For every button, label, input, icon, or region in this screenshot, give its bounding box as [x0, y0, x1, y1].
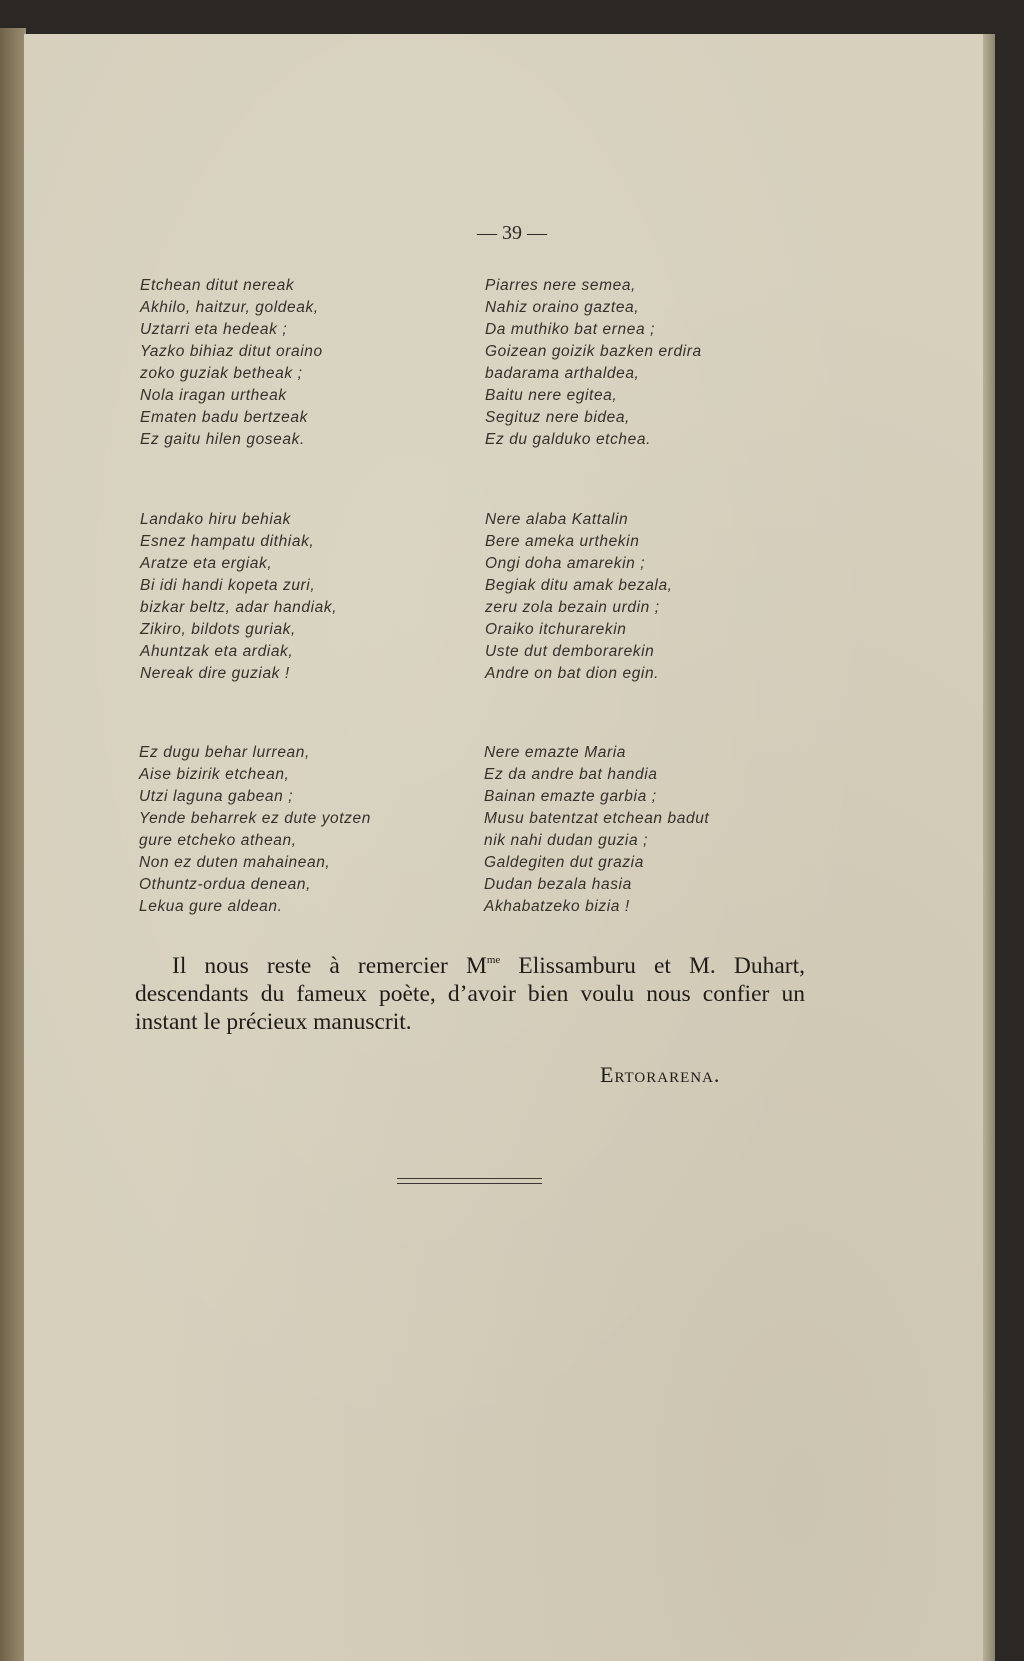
verse-line: Yazko bihiaz ditut oraino	[140, 343, 323, 360]
verse-line: Begiak ditu amak bezala,	[485, 577, 673, 594]
verse-line: Etchean ditut nereak	[140, 277, 295, 294]
verse-line: Ahuntzak eta ardiak,	[140, 643, 294, 660]
verse-line: Ez du galduko etchea.	[485, 431, 651, 448]
stanza-2	[485, 275, 702, 451]
verse-line: Ematen badu bertzeak	[140, 409, 308, 426]
verse-line: Akhilo, haitzur, goldeak,	[140, 299, 319, 316]
verse-line: Oraiko itchurarekin	[485, 621, 627, 638]
verse-line: zeru zola bezain urdin ;	[485, 599, 660, 616]
verse-line: Nere alaba Kattalin	[485, 511, 629, 528]
verse-line: Galdegiten dut grazia	[484, 854, 644, 871]
verse-line: Akhabatzeko bizia !	[484, 898, 630, 915]
verse-line: Esnez hampatu dithiak,	[140, 533, 315, 550]
verse-line: Ongi doha amarekin ;	[485, 555, 646, 572]
verse-line: Goizean goizik bazken erdira	[485, 343, 702, 360]
verse-line: Lekua gure aldean.	[139, 898, 283, 915]
verse-line: Aise bizirik etchean,	[139, 766, 290, 783]
verse-line: Bere ameka urthekin	[485, 533, 640, 550]
verse-line: Ez dugu behar lurrean,	[139, 744, 310, 761]
abbreviation-superscript: me	[486, 954, 501, 966]
stanza-3	[140, 509, 337, 685]
verse-line: Utzi laguna gabean ;	[139, 788, 294, 805]
binding-edge	[0, 28, 26, 1661]
verse-line: gure etcheko athean,	[139, 832, 297, 849]
page-edge	[983, 34, 995, 1661]
author-signature: Ertorarena.	[600, 1062, 721, 1087]
verse-line: Zikiro, bildots guriak,	[140, 621, 296, 638]
stanza-5	[139, 742, 371, 918]
verse-line: Piarres nere semea,	[485, 277, 636, 294]
verse-line: Nereak dire guziak !	[140, 665, 290, 682]
closing-text-end: Elissamburu et M. Duhart, descendants du fameux poète, d’avoir bien voulu nous confier un instant le précieux manuscrit.	[135, 953, 805, 1035]
double-rule-divider	[397, 1178, 542, 1184]
verse-line: badarama arthaldea,	[485, 365, 640, 382]
closing-text-start: Il nous reste à remercier M	[172, 953, 487, 979]
stanza-1	[140, 275, 323, 451]
verse-line: Aratze eta ergiak,	[140, 555, 273, 572]
closing-paragraph	[135, 952, 805, 1036]
verse-line: Dudan bezala hasia	[484, 876, 632, 893]
verse-line: bizkar beltz, adar handiak,	[140, 599, 338, 616]
verse-line: Landako hiru behiak	[140, 511, 292, 528]
verse-line: Yende beharrek ez dute yotzen	[139, 810, 371, 827]
verse-line: Uztarri eta hedeak ;	[140, 321, 288, 338]
verse-line: Bainan emazte garbia ;	[484, 788, 657, 805]
verse-line: Ez da andre bat handia	[484, 766, 658, 783]
verse-line: Segituz nere bidea,	[485, 409, 630, 426]
verse-line: Nere emazte Maria	[484, 744, 626, 761]
verse-line: Uste dut demborarekin	[485, 643, 655, 660]
verse-line: Ez gaitu hilen goseak.	[140, 431, 305, 448]
verse-line: Baitu nere egitea,	[485, 387, 618, 404]
verse-line: Non ez duten mahainean,	[139, 854, 331, 871]
verse-line: nik nahi dudan guzia ;	[484, 832, 649, 849]
verse-line: Musu batentzat etchean badut	[484, 810, 710, 827]
verse-line: Bi idi handi kopeta zuri,	[140, 577, 316, 594]
verse-line: Nola iragan urtheak	[140, 387, 287, 404]
verse-line: zoko guziak betheak ;	[140, 365, 303, 382]
stanza-6	[484, 742, 709, 918]
verse-line: Othuntz-ordua denean,	[139, 876, 312, 893]
verse-line: Da muthiko bat ernea ;	[485, 321, 656, 338]
verse-line: Andre on bat dion egin.	[485, 665, 660, 682]
verse-line: Nahiz oraino gaztea,	[485, 299, 640, 316]
stanza-4	[485, 509, 673, 685]
page-number: — 39 —	[477, 222, 547, 244]
